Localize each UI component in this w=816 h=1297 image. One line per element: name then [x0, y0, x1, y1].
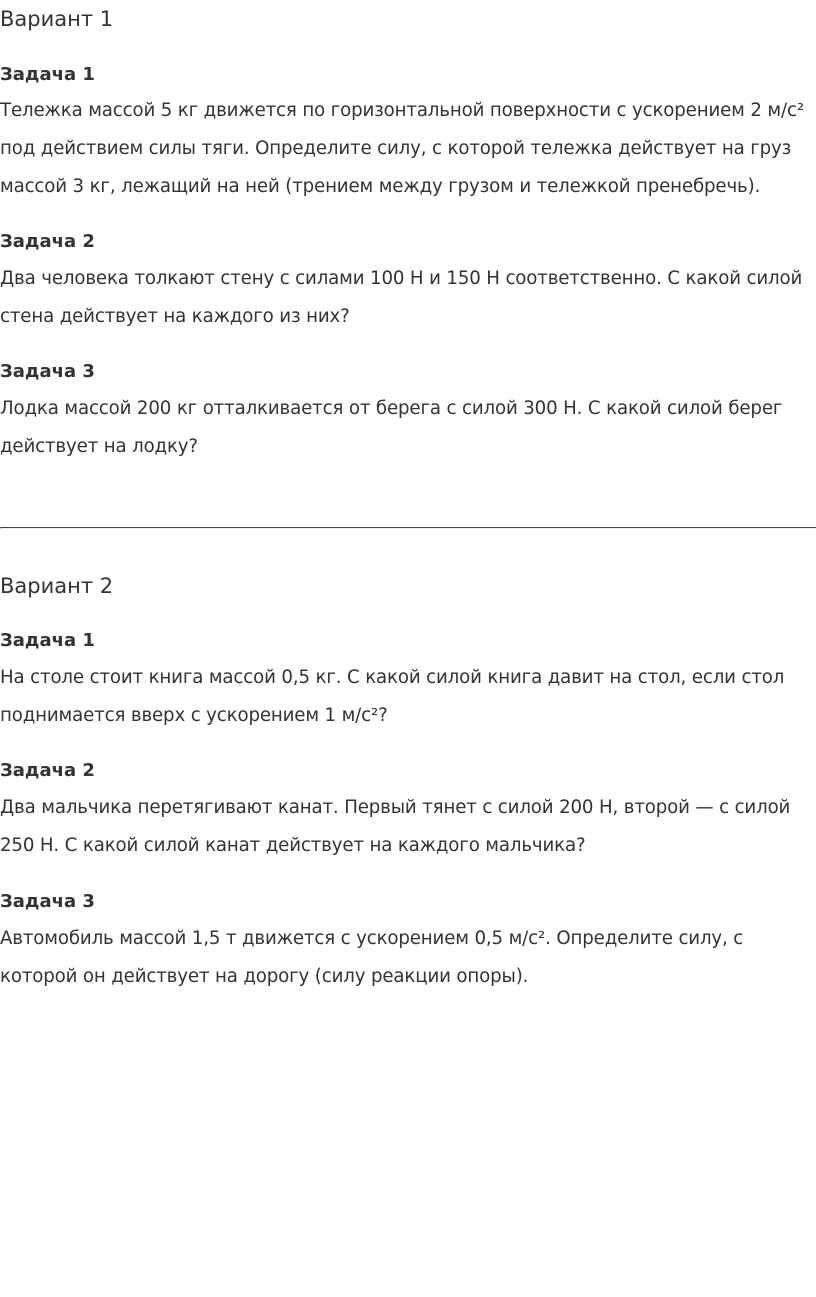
task-text: Тележка массой 5 кг движется по горизонтальной поверхности с ускорением 2 м/с² под действием силы тяги. Определите силу, с которой тележка действует на груз массой 3 кг, лежащий на ней (трением между грузом и тележкой пренебречь). [0, 100, 804, 197]
task-title: Задача 1 [0, 630, 95, 651]
divider [0, 527, 816, 529]
task-title: Задача 2 [0, 231, 95, 252]
task-text: Два мальчика перетягивают канат. Первый тянет с силой 200 Н, второй — с силой 250 Н. С какой силой канат действует на каждого мальчика? [0, 797, 791, 856]
task-text: На столе стоит книга массой 0,5 кг. С какой силой книга давит на стол, если стол поднимается вверх с ускорением 1 м/с²? [0, 667, 785, 726]
task-title: Задача 1 [0, 64, 95, 85]
variant-title: Вариант 2 [0, 574, 114, 598]
task-title: Задача 2 [0, 760, 95, 781]
task-title: Задача 3 [0, 891, 95, 912]
variant-title: Вариант 1 [0, 7, 114, 31]
task-text: Автомобиль массой 1,5 т движется с ускорением 0,5 м/с². Определите силу, с которой он действует на дорогу (силу реакции опоры). [0, 928, 744, 987]
task-text: Лодка массой 200 кг отталкивается от берега с силой 300 Н. С какой силой берег действует на лодку? [0, 398, 783, 457]
task-title: Задача 3 [0, 361, 95, 382]
task-text: Два человека толкают стену с силами 100 Н и 150 Н соответственно. С какой силой стена действует на каждого из них? [0, 268, 803, 327]
